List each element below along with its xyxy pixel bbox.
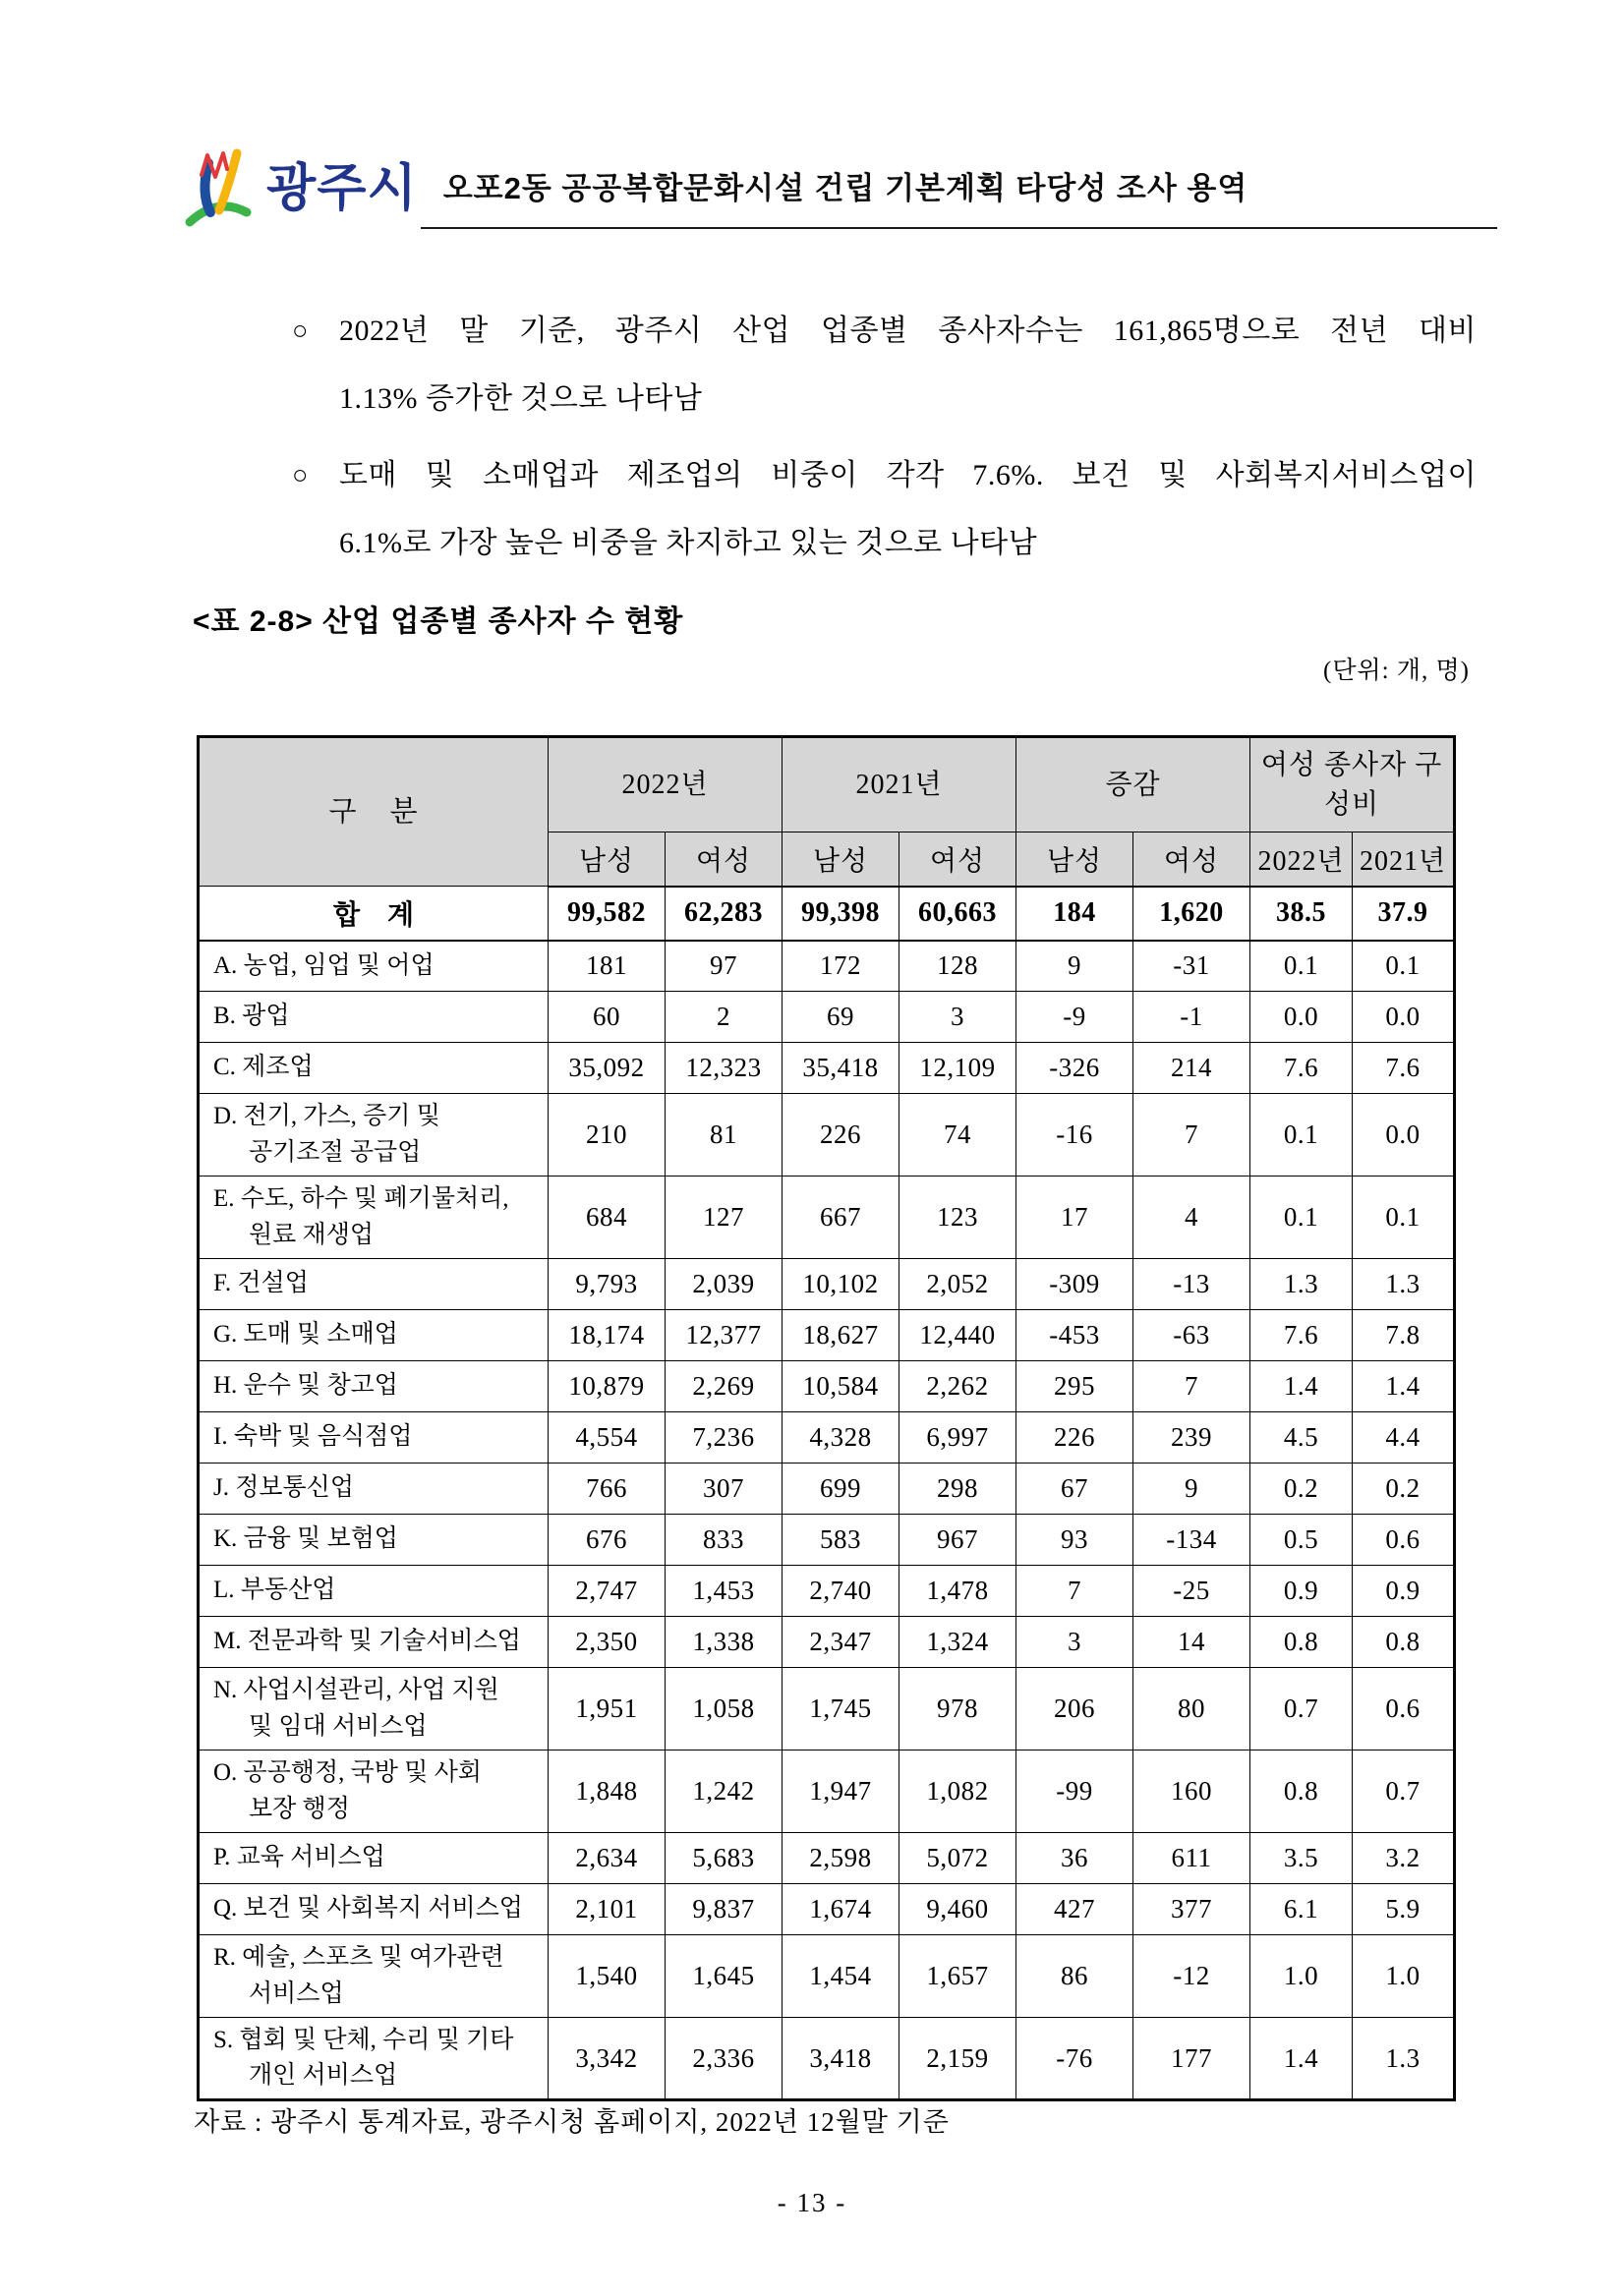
- cell-value: 1,453: [666, 1566, 783, 1617]
- cell-value: 5,683: [666, 1833, 783, 1884]
- cell-value: 667: [783, 1177, 899, 1259]
- industry-table-body: [199, 887, 1455, 2100]
- cell-value: 1.0: [1353, 1935, 1455, 2018]
- bullet-line: 도매 및 소매업과 제조업의 비중이 각각 7.6%. 보건 및 사회복지서비스업이: [339, 459, 1477, 491]
- cell-value: 2,598: [783, 1833, 899, 1884]
- unit-note: (단위: 개, 명): [1323, 658, 1470, 684]
- cell-value: 160: [1133, 1751, 1250, 1833]
- cell-value: -134: [1133, 1515, 1250, 1566]
- cell-value: 1,745: [783, 1668, 899, 1751]
- table-row: [199, 1833, 1455, 1884]
- cell-value: 4: [1133, 1177, 1250, 1259]
- cell-value: 9: [1133, 1464, 1250, 1515]
- gwangju-city-logo-icon: [182, 147, 253, 230]
- row-label: [199, 1884, 549, 1935]
- cell-value: 295: [1016, 1361, 1133, 1412]
- cell-value: 7: [1133, 1094, 1250, 1177]
- cell-value: 35,418: [783, 1043, 899, 1094]
- row-label: [199, 1310, 549, 1361]
- cell-value: -99: [1016, 1751, 1133, 1833]
- total-row: [199, 887, 1455, 941]
- cell-value: 86: [1016, 1935, 1133, 2018]
- cell-value: 36: [1016, 1833, 1133, 1884]
- table-header: [199, 737, 1455, 887]
- cell-value: 12,377: [666, 1310, 783, 1361]
- row-label-line1: J. 정보통신업: [213, 1474, 354, 1502]
- cell-value: -76: [1016, 2018, 1133, 2100]
- row-label-line1: Q. 보건 및 사회복지 서비스업: [213, 1895, 523, 1923]
- cell-value: -16: [1016, 1094, 1133, 1177]
- table-row: [199, 1884, 1455, 1935]
- cell-value: -12: [1133, 1935, 1250, 2018]
- cell-value: 14: [1133, 1617, 1250, 1668]
- cell-value: 0.9: [1250, 1566, 1353, 1617]
- cell-value: 2,159: [899, 2018, 1016, 2100]
- cell-value: 0.6: [1353, 1668, 1455, 1751]
- row-label-line1: B. 광업: [213, 1003, 290, 1030]
- cell-value: 2,634: [549, 1833, 666, 1884]
- cell-value: 7: [1133, 1361, 1250, 1412]
- cell-value: 9,793: [549, 1259, 666, 1310]
- cell-value: 10,879: [549, 1361, 666, 1412]
- cell-value: 226: [1016, 1412, 1133, 1464]
- row-label-line1: F. 건설업: [213, 1270, 309, 1297]
- cell-value: 10,102: [783, 1259, 899, 1310]
- cell-value: 97: [666, 941, 783, 992]
- cell-value: 7: [1016, 1566, 1133, 1617]
- bullet-item: [292, 441, 1477, 577]
- cell-value: 93: [1016, 1515, 1133, 1566]
- table-row: [199, 941, 1455, 992]
- cell-value: 127: [666, 1177, 783, 1259]
- cell-value: 1,454: [783, 1935, 899, 2018]
- bullet-line: 2022년 말 기준, 광주시 산업 업종별 종사자수는 161,865명으로 전년 대비: [339, 315, 1477, 347]
- cell-value: 5,072: [899, 1833, 1016, 1884]
- page-number: - 13 -: [777, 2188, 847, 2217]
- cell-value: 377: [1133, 1884, 1250, 1935]
- cell-value: 3.2: [1353, 1833, 1455, 1884]
- cell-value: 172: [783, 941, 899, 992]
- row-label: [199, 1094, 549, 1177]
- column-group-change: 증감: [1016, 737, 1250, 832]
- cell-value: 0.7: [1353, 1751, 1455, 1833]
- cell-value: 177: [1133, 2018, 1250, 2100]
- table-row: [199, 1515, 1455, 1566]
- cell-value: 2,052: [899, 1259, 1016, 1310]
- cell-value: -1: [1133, 992, 1250, 1043]
- cell-value: 1,082: [899, 1751, 1016, 1833]
- cell-value: -63: [1133, 1310, 1250, 1361]
- cell-value: 80: [1133, 1668, 1250, 1751]
- cell-value: 210: [549, 1094, 666, 1177]
- cell-value: 12,323: [666, 1043, 783, 1094]
- row-label-line1: H. 운수 및 창고업: [213, 1372, 398, 1400]
- cell-value: 7.6: [1250, 1043, 1353, 1094]
- cell-value: 0.8: [1250, 1617, 1353, 1668]
- row-label: [199, 1566, 549, 1617]
- row-label-line2: 공기조절 공급업: [249, 1138, 422, 1166]
- subheader-2021: 2021년: [1353, 832, 1455, 887]
- cell-value: 684: [549, 1177, 666, 1259]
- cell-value: 0.0: [1353, 1094, 1455, 1177]
- cell-value: 3.5: [1250, 1833, 1353, 1884]
- cell-value: 0.7: [1250, 1668, 1353, 1751]
- row-label-line1: G. 도매 및 소매업: [213, 1321, 398, 1349]
- subheader-male: 남성: [783, 832, 899, 887]
- cell-value: 0.9: [1353, 1566, 1455, 1617]
- cell-value: 10,584: [783, 1361, 899, 1412]
- table-row: [199, 992, 1455, 1043]
- cell-value: 0.0: [1353, 992, 1455, 1043]
- cell-value: 2,262: [899, 1361, 1016, 1412]
- summary-bullets: [292, 297, 1477, 586]
- cell-value: 307: [666, 1464, 783, 1515]
- cell-value: 60,663: [899, 887, 1016, 941]
- table-row: [199, 1361, 1455, 1412]
- table-row: [199, 1177, 1455, 1259]
- logo-row: [182, 147, 1499, 230]
- cell-value: 0.0: [1250, 992, 1353, 1043]
- table-caption: <표 2-8> 산업 업종별 종사자 수 현황: [193, 605, 684, 638]
- table-row: [199, 1043, 1455, 1094]
- cell-value: 298: [899, 1464, 1016, 1515]
- cell-value: 7.6: [1250, 1310, 1353, 1361]
- bullet-line: 1.13% 증가한 것으로 나타남: [339, 382, 703, 415]
- cell-value: 2,347: [783, 1617, 899, 1668]
- table-row: [199, 1412, 1455, 1464]
- cell-value: 6,997: [899, 1412, 1016, 1464]
- cell-value: 0.2: [1353, 1464, 1455, 1515]
- cell-value: 128: [899, 941, 1016, 992]
- cell-value: 4.5: [1250, 1412, 1353, 1464]
- cell-value: 67: [1016, 1464, 1133, 1515]
- row-label: [199, 1412, 549, 1464]
- subheader-female: 여성: [666, 832, 783, 887]
- cell-value: 99,582: [549, 887, 666, 941]
- subheader-female: 여성: [899, 832, 1016, 887]
- cell-value: 699: [783, 1464, 899, 1515]
- column-header-category: 구 분: [199, 737, 549, 887]
- table-row: [199, 1751, 1455, 1833]
- row-label: [199, 1617, 549, 1668]
- source-note: 자료 : 광주시 통계자료, 광주시청 홈페이지, 2022년 12월말 기준: [194, 2107, 950, 2137]
- cell-value: 0.1: [1250, 1177, 1353, 1259]
- cell-value: 2,747: [549, 1566, 666, 1617]
- row-label: [199, 1668, 549, 1751]
- cell-value: -13: [1133, 1259, 1250, 1310]
- bullet-circle-icon: ○: [292, 460, 309, 489]
- row-label-line1: L. 부동산업: [213, 1577, 336, 1604]
- row-label-line1: M. 전문과학 및 기술서비스업: [213, 1628, 521, 1655]
- row-label-line1: E. 수도, 하수 및 폐기물처리,: [213, 1185, 509, 1213]
- table-row: [199, 1617, 1455, 1668]
- cell-value: 1.3: [1250, 1259, 1353, 1310]
- cell-value: 2,740: [783, 1566, 899, 1617]
- cell-value: -25: [1133, 1566, 1250, 1617]
- cell-value: 967: [899, 1515, 1016, 1566]
- cell-value: 6.1: [1250, 1884, 1353, 1935]
- cell-value: 2: [666, 992, 783, 1043]
- cell-value: 4,554: [549, 1412, 666, 1464]
- cell-value: 17: [1016, 1177, 1133, 1259]
- subheader-male: 남성: [549, 832, 666, 887]
- cell-value: 3: [899, 992, 1016, 1043]
- row-label: [199, 2018, 549, 2100]
- cell-value: 9,837: [666, 1884, 783, 1935]
- row-label: [199, 1751, 549, 1833]
- cell-value: 37.9: [1353, 887, 1455, 941]
- row-label: [199, 1177, 549, 1259]
- cell-value: 1.3: [1353, 2018, 1455, 2100]
- row-label-line1: S. 협회 및 단체, 수리 및 기타: [213, 2026, 514, 2053]
- cell-value: 4.4: [1353, 1412, 1455, 1464]
- row-label: [199, 992, 549, 1043]
- cell-value: 0.1: [1353, 941, 1455, 992]
- cell-value: 766: [549, 1464, 666, 1515]
- cell-value: 206: [1016, 1668, 1133, 1751]
- cell-value: 12,109: [899, 1043, 1016, 1094]
- industry-table-container: [197, 735, 1453, 2101]
- cell-value: 0.2: [1250, 1464, 1353, 1515]
- cell-value: 0.5: [1250, 1515, 1353, 1566]
- row-label: [199, 1361, 549, 1412]
- cell-value: 99,398: [783, 887, 899, 941]
- cell-value: 611: [1133, 1833, 1250, 1884]
- cell-value: 583: [783, 1515, 899, 1566]
- row-label-line2: 원료 재생업: [249, 1221, 375, 1248]
- row-label-line1: C. 제조업: [213, 1054, 314, 1081]
- cell-value: 12,440: [899, 1310, 1016, 1361]
- cell-value: 1,540: [549, 1935, 666, 2018]
- row-label-line1: O. 공공행정, 국방 및 사회: [213, 1759, 482, 1787]
- row-label: [199, 1464, 549, 1515]
- row-label-line2: 및 임대 서비스업: [249, 1712, 428, 1740]
- table-row: [199, 1259, 1455, 1310]
- cell-value: 833: [666, 1515, 783, 1566]
- cell-value: 2,350: [549, 1617, 666, 1668]
- cell-value: 1,620: [1133, 887, 1250, 941]
- cell-value: 1,947: [783, 1751, 899, 1833]
- industry-workers-table: [197, 735, 1456, 2101]
- cell-value: 7.8: [1353, 1310, 1455, 1361]
- table-row: [199, 1668, 1455, 1751]
- cell-value: 1,324: [899, 1617, 1016, 1668]
- cell-value: 74: [899, 1094, 1016, 1177]
- row-label-line2: 개인 서비스업: [249, 2062, 398, 2089]
- cell-value: 0.1: [1250, 941, 1353, 992]
- cell-value: 69: [783, 992, 899, 1043]
- column-group-2021: 2021년: [783, 737, 1016, 832]
- cell-value: 18,174: [549, 1310, 666, 1361]
- table-row: [199, 1310, 1455, 1361]
- cell-value: 427: [1016, 1884, 1133, 1935]
- cell-value: 62,283: [666, 887, 783, 941]
- row-label-line1: A. 농업, 임업 및 어업: [213, 951, 435, 979]
- cell-value: 1.4: [1250, 1361, 1353, 1412]
- cell-value: 0.6: [1353, 1515, 1455, 1566]
- cell-value: 1,848: [549, 1751, 666, 1833]
- cell-value: 1,242: [666, 1751, 783, 1833]
- cell-value: 0.1: [1353, 1177, 1455, 1259]
- row-label-line1: I. 숙박 및 음식점업: [213, 1423, 413, 1451]
- column-group-female-ratio: 여성 종사자 구성비: [1250, 737, 1455, 832]
- cell-value: 60: [549, 992, 666, 1043]
- cell-value: 3,342: [549, 2018, 666, 2100]
- cell-value: 181: [549, 941, 666, 992]
- cell-value: 1,674: [783, 1884, 899, 1935]
- row-label-line1: D. 전기, 가스, 증기 및: [213, 1103, 440, 1130]
- cell-value: 5.9: [1353, 1884, 1455, 1935]
- cell-value: 1,951: [549, 1668, 666, 1751]
- cell-value: -9: [1016, 992, 1133, 1043]
- row-label-line2: 서비스업: [249, 1980, 344, 2007]
- cell-value: -309: [1016, 1259, 1133, 1310]
- bullet-circle-icon: ○: [292, 316, 309, 345]
- row-label-line1: K. 금융 및 보험업: [213, 1525, 398, 1553]
- row-label: [199, 941, 549, 992]
- cell-value: 2,101: [549, 1884, 666, 1935]
- cell-value: 2,039: [666, 1259, 783, 1310]
- row-label-line2: 보장 행정: [249, 1795, 350, 1822]
- cell-value: 239: [1133, 1412, 1250, 1464]
- cell-value: 1,478: [899, 1566, 1016, 1617]
- cell-value: 9: [1016, 941, 1133, 992]
- row-label-line1: N. 사업시설관리, 사업 지원: [213, 1677, 499, 1704]
- cell-value: 1,338: [666, 1617, 783, 1668]
- cell-value: 1.4: [1353, 1361, 1455, 1412]
- cell-value: 3,418: [783, 2018, 899, 2100]
- cell-value: 0.8: [1250, 1751, 1353, 1833]
- cell-value: 2,269: [666, 1361, 783, 1412]
- cell-value: 676: [549, 1515, 666, 1566]
- cell-value: -31: [1133, 941, 1250, 992]
- cell-value: 1.4: [1250, 2018, 1353, 2100]
- row-label: [199, 1935, 549, 2018]
- cell-value: 1.3: [1353, 1259, 1455, 1310]
- table-row: [199, 1566, 1455, 1617]
- cell-value: 0.8: [1353, 1617, 1455, 1668]
- table-row: [199, 1464, 1455, 1515]
- bullet-line: 6.1%로 가장 높은 비중을 차지하고 있는 것으로 나타남: [339, 527, 1038, 559]
- bullet-item: [292, 297, 1477, 432]
- logo-city-name: 광주시: [266, 160, 418, 217]
- cell-value: 1,645: [666, 1935, 783, 2018]
- cell-value: 0.1: [1250, 1094, 1353, 1177]
- bullet-text: [339, 441, 1477, 577]
- row-label: [199, 1043, 549, 1094]
- cell-value: 4,328: [783, 1412, 899, 1464]
- cell-value: 35,092: [549, 1043, 666, 1094]
- cell-value: -453: [1016, 1310, 1133, 1361]
- cell-value: 18,627: [783, 1310, 899, 1361]
- row-label: [199, 1515, 549, 1566]
- document-title: 오포2동 공공복합문화시설 건립 기본계획 타당성 조사 용역: [442, 171, 1248, 205]
- cell-value: -326: [1016, 1043, 1133, 1094]
- subheader-male: 남성: [1016, 832, 1133, 887]
- header-divider-line: [421, 227, 1497, 229]
- table-row: [199, 1094, 1455, 1177]
- table-row: [199, 1935, 1455, 2018]
- subheader-female: 여성: [1133, 832, 1250, 887]
- cell-value: 3: [1016, 1617, 1133, 1668]
- row-label-line1: P. 교육 서비스업: [213, 1844, 385, 1871]
- cell-value: 7,236: [666, 1412, 783, 1464]
- table-row: [199, 2018, 1455, 2100]
- cell-value: 38.5: [1250, 887, 1353, 941]
- cell-value: 214: [1133, 1043, 1250, 1094]
- cell-value: 184: [1016, 887, 1133, 941]
- cell-value: 123: [899, 1177, 1016, 1259]
- cell-value: 1,657: [899, 1935, 1016, 2018]
- row-label: [199, 1259, 549, 1310]
- row-label-line1: R. 예술, 스포츠 및 여가관련: [213, 1944, 504, 1972]
- subheader-2022: 2022년: [1250, 832, 1353, 887]
- cell-value: 7.6: [1353, 1043, 1455, 1094]
- cell-value: 81: [666, 1094, 783, 1177]
- total-row-label: 합 계: [199, 887, 549, 941]
- bullet-text: [339, 297, 1477, 432]
- cell-value: 1,058: [666, 1668, 783, 1751]
- cell-value: 978: [899, 1668, 1016, 1751]
- column-group-2022: 2022년: [549, 737, 783, 832]
- header-group-row: [199, 737, 1455, 832]
- row-label: [199, 1833, 549, 1884]
- cell-value: 1.0: [1250, 1935, 1353, 2018]
- cell-value: 226: [783, 1094, 899, 1177]
- cell-value: 9,460: [899, 1884, 1016, 1935]
- cell-value: 2,336: [666, 2018, 783, 2100]
